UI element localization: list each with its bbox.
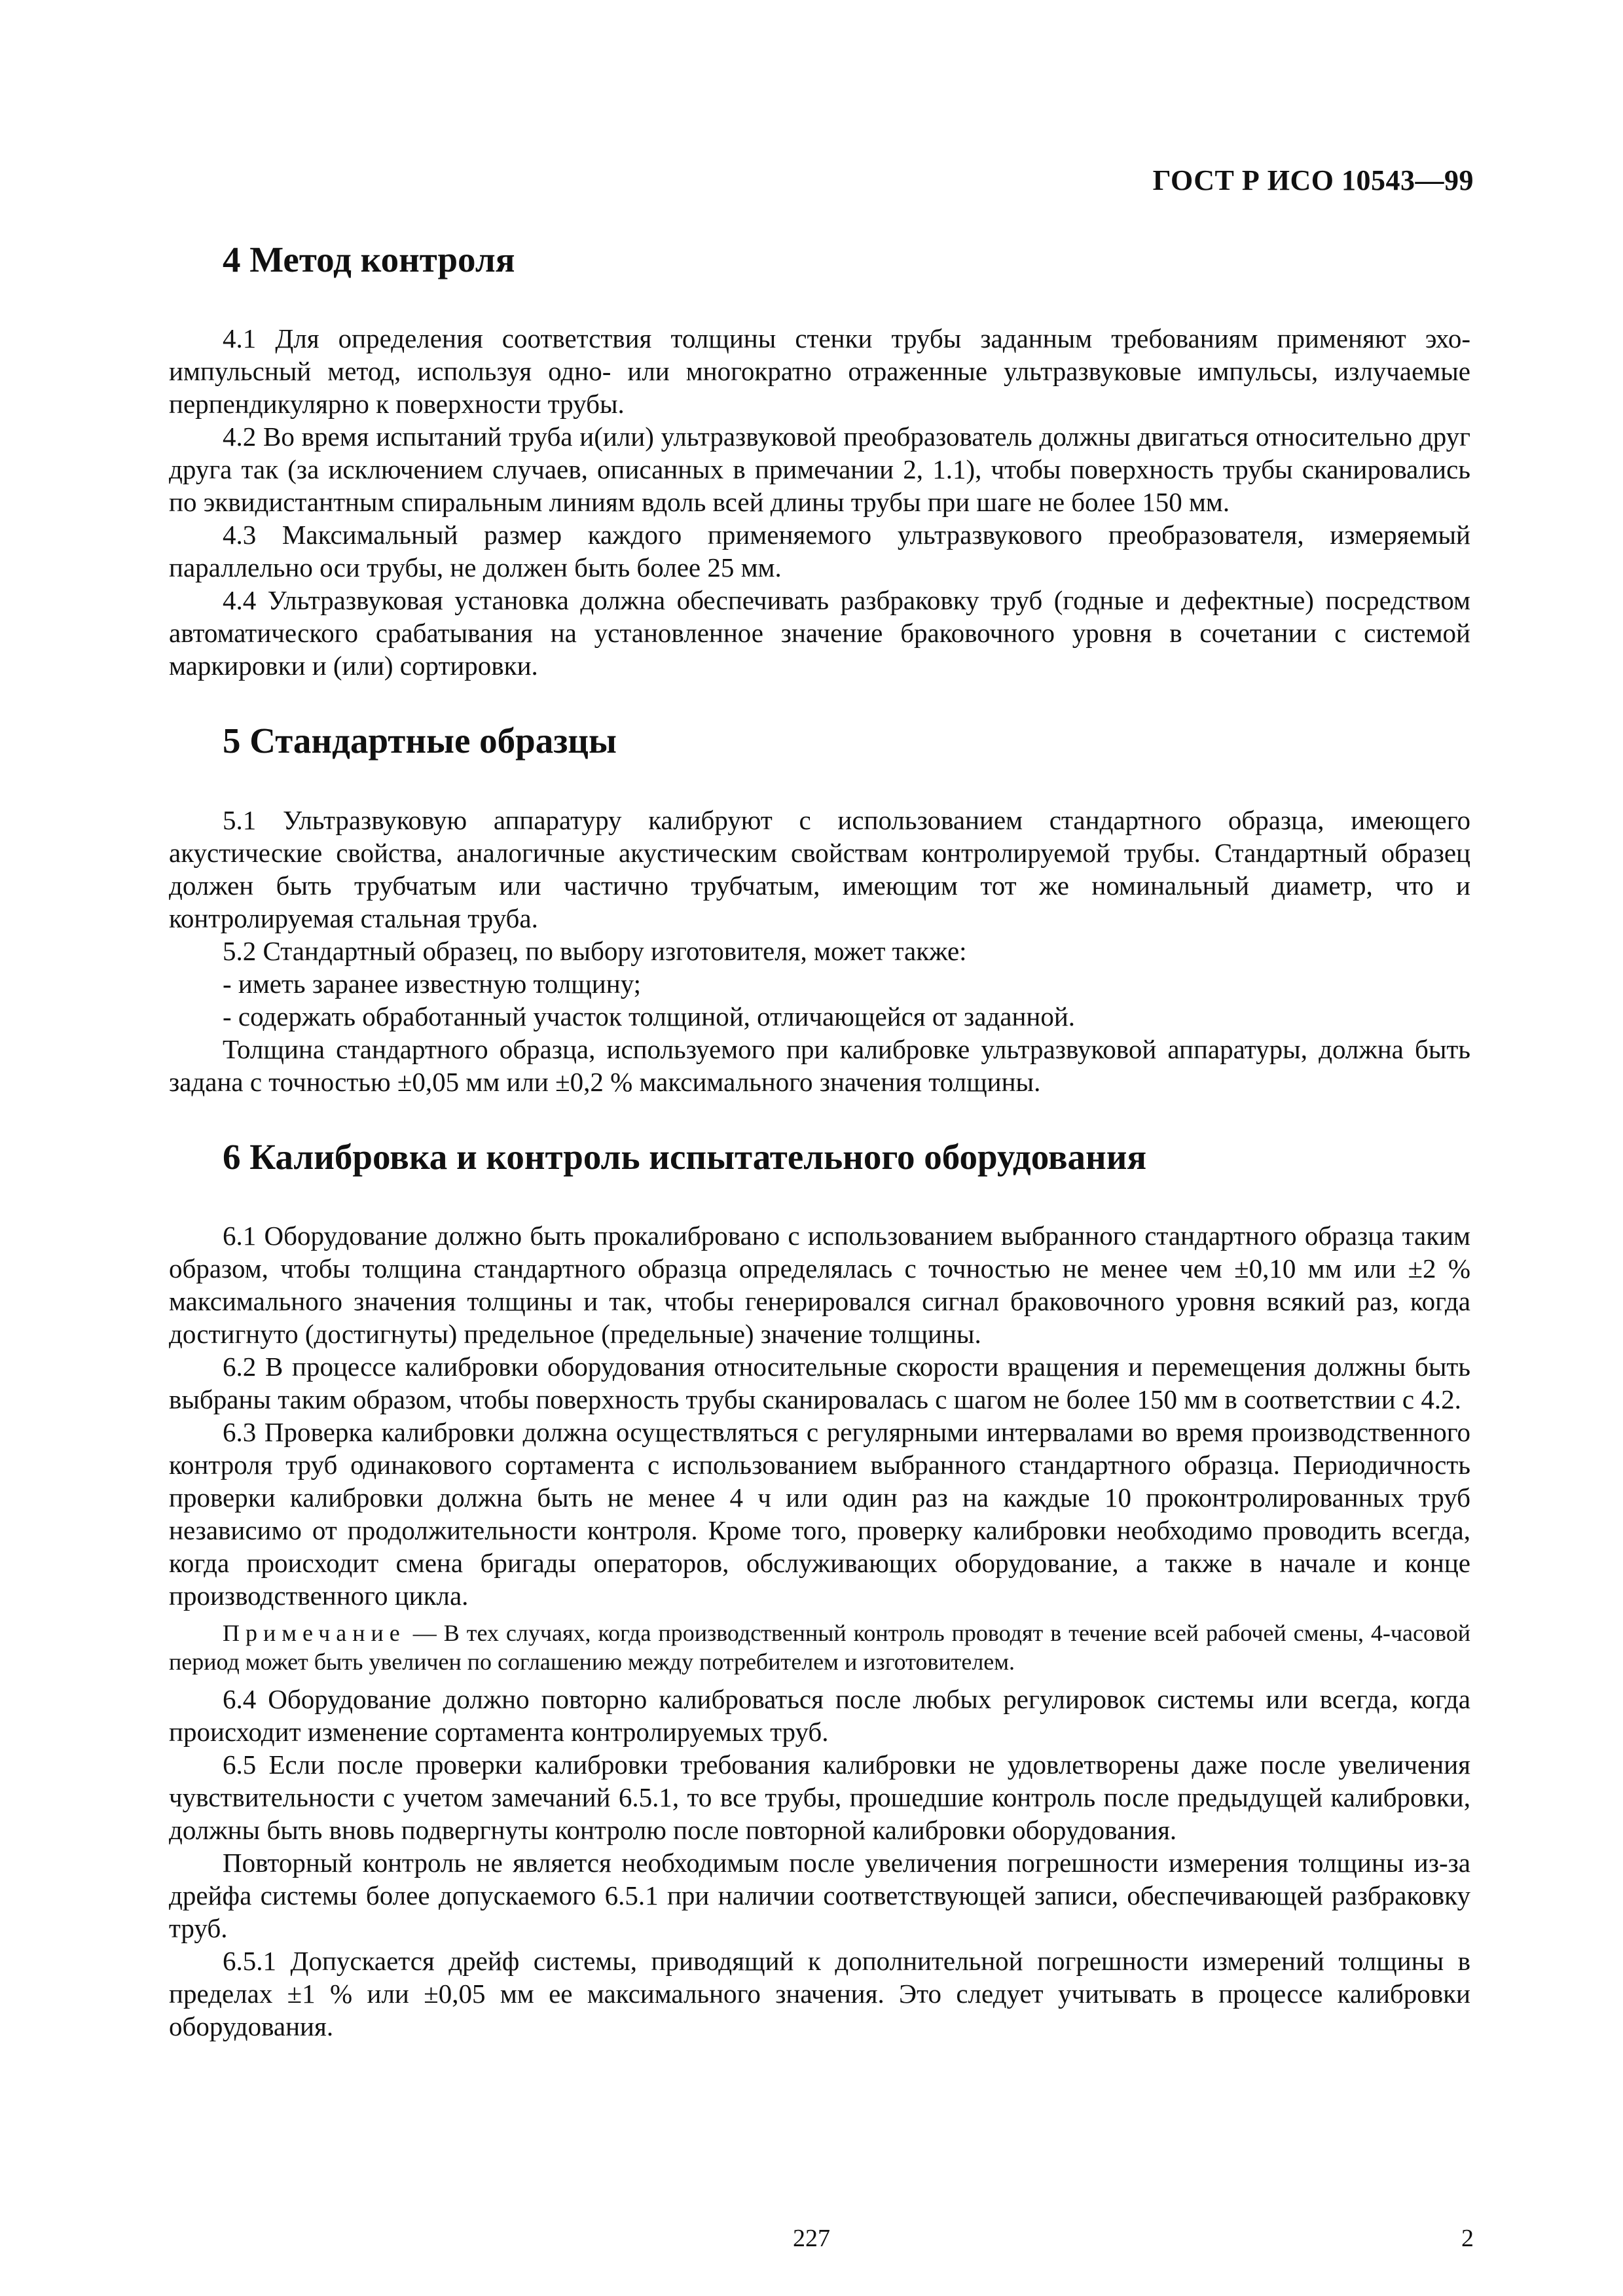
paragraph-6-2: 6.2 В процессе калибровки оборудования относительные скорости вращения и перемещения должны быть выбраны таким образом, чтобы поверхность трубы сканировалась с шагом не более 150 мм в соответствии с 4.2. xyxy=(169,1351,1470,1414)
paragraph-4-1: 4.1 Для определения соответствия толщины стенки трубы заданным требованиям применяют эхо-импульсный метод, используя одно- или многократно отраженные ультразвуковые импульсы, излучаемые перпендикулярно к поверхности трубы. xyxy=(169,323,1470,420)
paragraph-5-accuracy: Толщина стандартного образца, используемого при калибровке ультразвуковой аппаратуры, должна быть задана с точностью ±0,05 мм или ±0,2 % максимального значения толщины. xyxy=(169,1033,1470,1097)
section-4-title: 4 Метод контроля xyxy=(223,240,515,279)
section-4 xyxy=(169,239,1470,682)
paragraph-6-5-recheck: Повторный контроль не является необходимым после увеличения погрешности измерения толщины из-за дрейфа системы более допускаемого 6.5.1 при наличии соответствующей записи, обеспечивающей разбраковку труб. xyxy=(169,1847,1470,1943)
paragraph-6-1: 6.1 Оборудование должно быть прокалибровано с использованием выбранного стандартного образца таким образом, чтобы толщина стандартного образца определялась с точностью не менее чем ±0,10 мм или ±2 % максимального значения толщины и так, чтобы генерировался сигнал браковочного уровня всякий раз, когда достигнуто (достигнуты) предельное (предельные) значение толщины. xyxy=(169,1220,1470,1349)
paragraph-5-2: 5.2 Стандартный образец, по выбору изготовителя, может также: xyxy=(223,935,967,966)
section-5-title: 5 Стандартные образцы xyxy=(223,721,617,761)
document-body xyxy=(169,239,1470,2081)
page-number: 227 xyxy=(793,2225,830,2252)
section-5 xyxy=(169,720,1470,1098)
note xyxy=(169,1619,1470,1676)
list-item-known-thickness: - иметь заранее известную толщину; xyxy=(223,968,642,999)
list-item-machined-section: - содержать обработанный участок толщиной, отличающейся от заданной. xyxy=(223,1001,1076,1031)
section-6-title: 6 Калибровка и контроль испытательного оборудования xyxy=(223,1136,1147,1177)
document-code-header: ГОСТ Р ИСО 10543—99 xyxy=(1152,164,1474,196)
paragraph-6-5-1: 6.5.1 Допускается дрейф системы, приводящий к дополнительной погрешности измерений толщины в пределах ±1 % или ±0,05 мм ее максимального значения. Это следует учитывать в процессе калибровки оборудования. xyxy=(169,1945,1470,2041)
note-text: — В тех случаях, когда производственный контроль проводят в течение всей рабочей смены, 4-часовой период может быть увеличен по соглашению между потребителем и изготовителем. xyxy=(169,1619,1470,1675)
paragraph-6-3: 6.3 Проверка калибровки должна осуществляться с регулярными интервалами во время производственного контроля труб одинакового сортамента с использованием выбранного стандартного образца. Периодичность проверки калибровки должна быть не менее 4 ч или один раз на каждые 10 проконтролированных труб независимо от продолжительности контроля. Кроме того, проверку калибровки необходимо проводить всегда, когда происходит смена бригады операторов, обслуживающих оборудование, а также в начале и конце производственного цикла. xyxy=(169,1416,1470,1611)
paragraph-6-5: 6.5 Если после проверки калибровки требования калибровки не удовлетворены даже после увеличения чувствительности с учетом замечаний 6.5.1, то все трубы, прошедшие контроль после предыдущей калибровки, должны быть вновь подвергнуты контролю после повторной калибровки оборудования. xyxy=(169,1749,1470,1845)
paragraph-4-3: 4.3 Максимальный размер каждого применяемого ультразвукового преобразователя, измеряемый параллельно оси трубы, не должен быть более 25 мм. xyxy=(169,520,1470,583)
note-label: Примечание xyxy=(223,1619,406,1646)
paragraph-4-4: 4.4 Ультразвуковая установка должна обеспечивать разбраковку труб (годные и дефектные) посредством автоматического срабатывания на установленное значение браковочного уровня в сочетании с системой маркировки и (или) сортировки. xyxy=(169,585,1470,681)
paragraph-4-2: 4.2 Во время испытаний труба и(или) ультразвуковой преобразователь должны двигаться относительно друг друга так (за исключением случаев, описанных в примечании 2, 1.1), чтобы поверхность трубы сканировались по эквидистантным спиральным линиям вдоль всей длины трубы при шаге не более 150 мм. xyxy=(169,422,1470,518)
paragraph-6-4: 6.4 Оборудование должно повторно калиброваться после любых регулировок системы или всегда, когда происходит изменение сортамента контролируемых труб. xyxy=(169,1683,1470,1747)
paragraph-5-1: 5.1 Ультразвуковую аппаратуру калибруют с использованием стандартного образца, имеющего акустические свойства, аналогичные акустическим свойствам контролируемой трубы. Стандартный образец должен быть трубчатым или частично трубчатым, имеющим тот же номинальный диаметр, что и контролируемая стальная труба. xyxy=(169,804,1470,933)
section-6 xyxy=(169,1136,1470,2043)
sheet-number: 2 xyxy=(1461,2225,1474,2252)
